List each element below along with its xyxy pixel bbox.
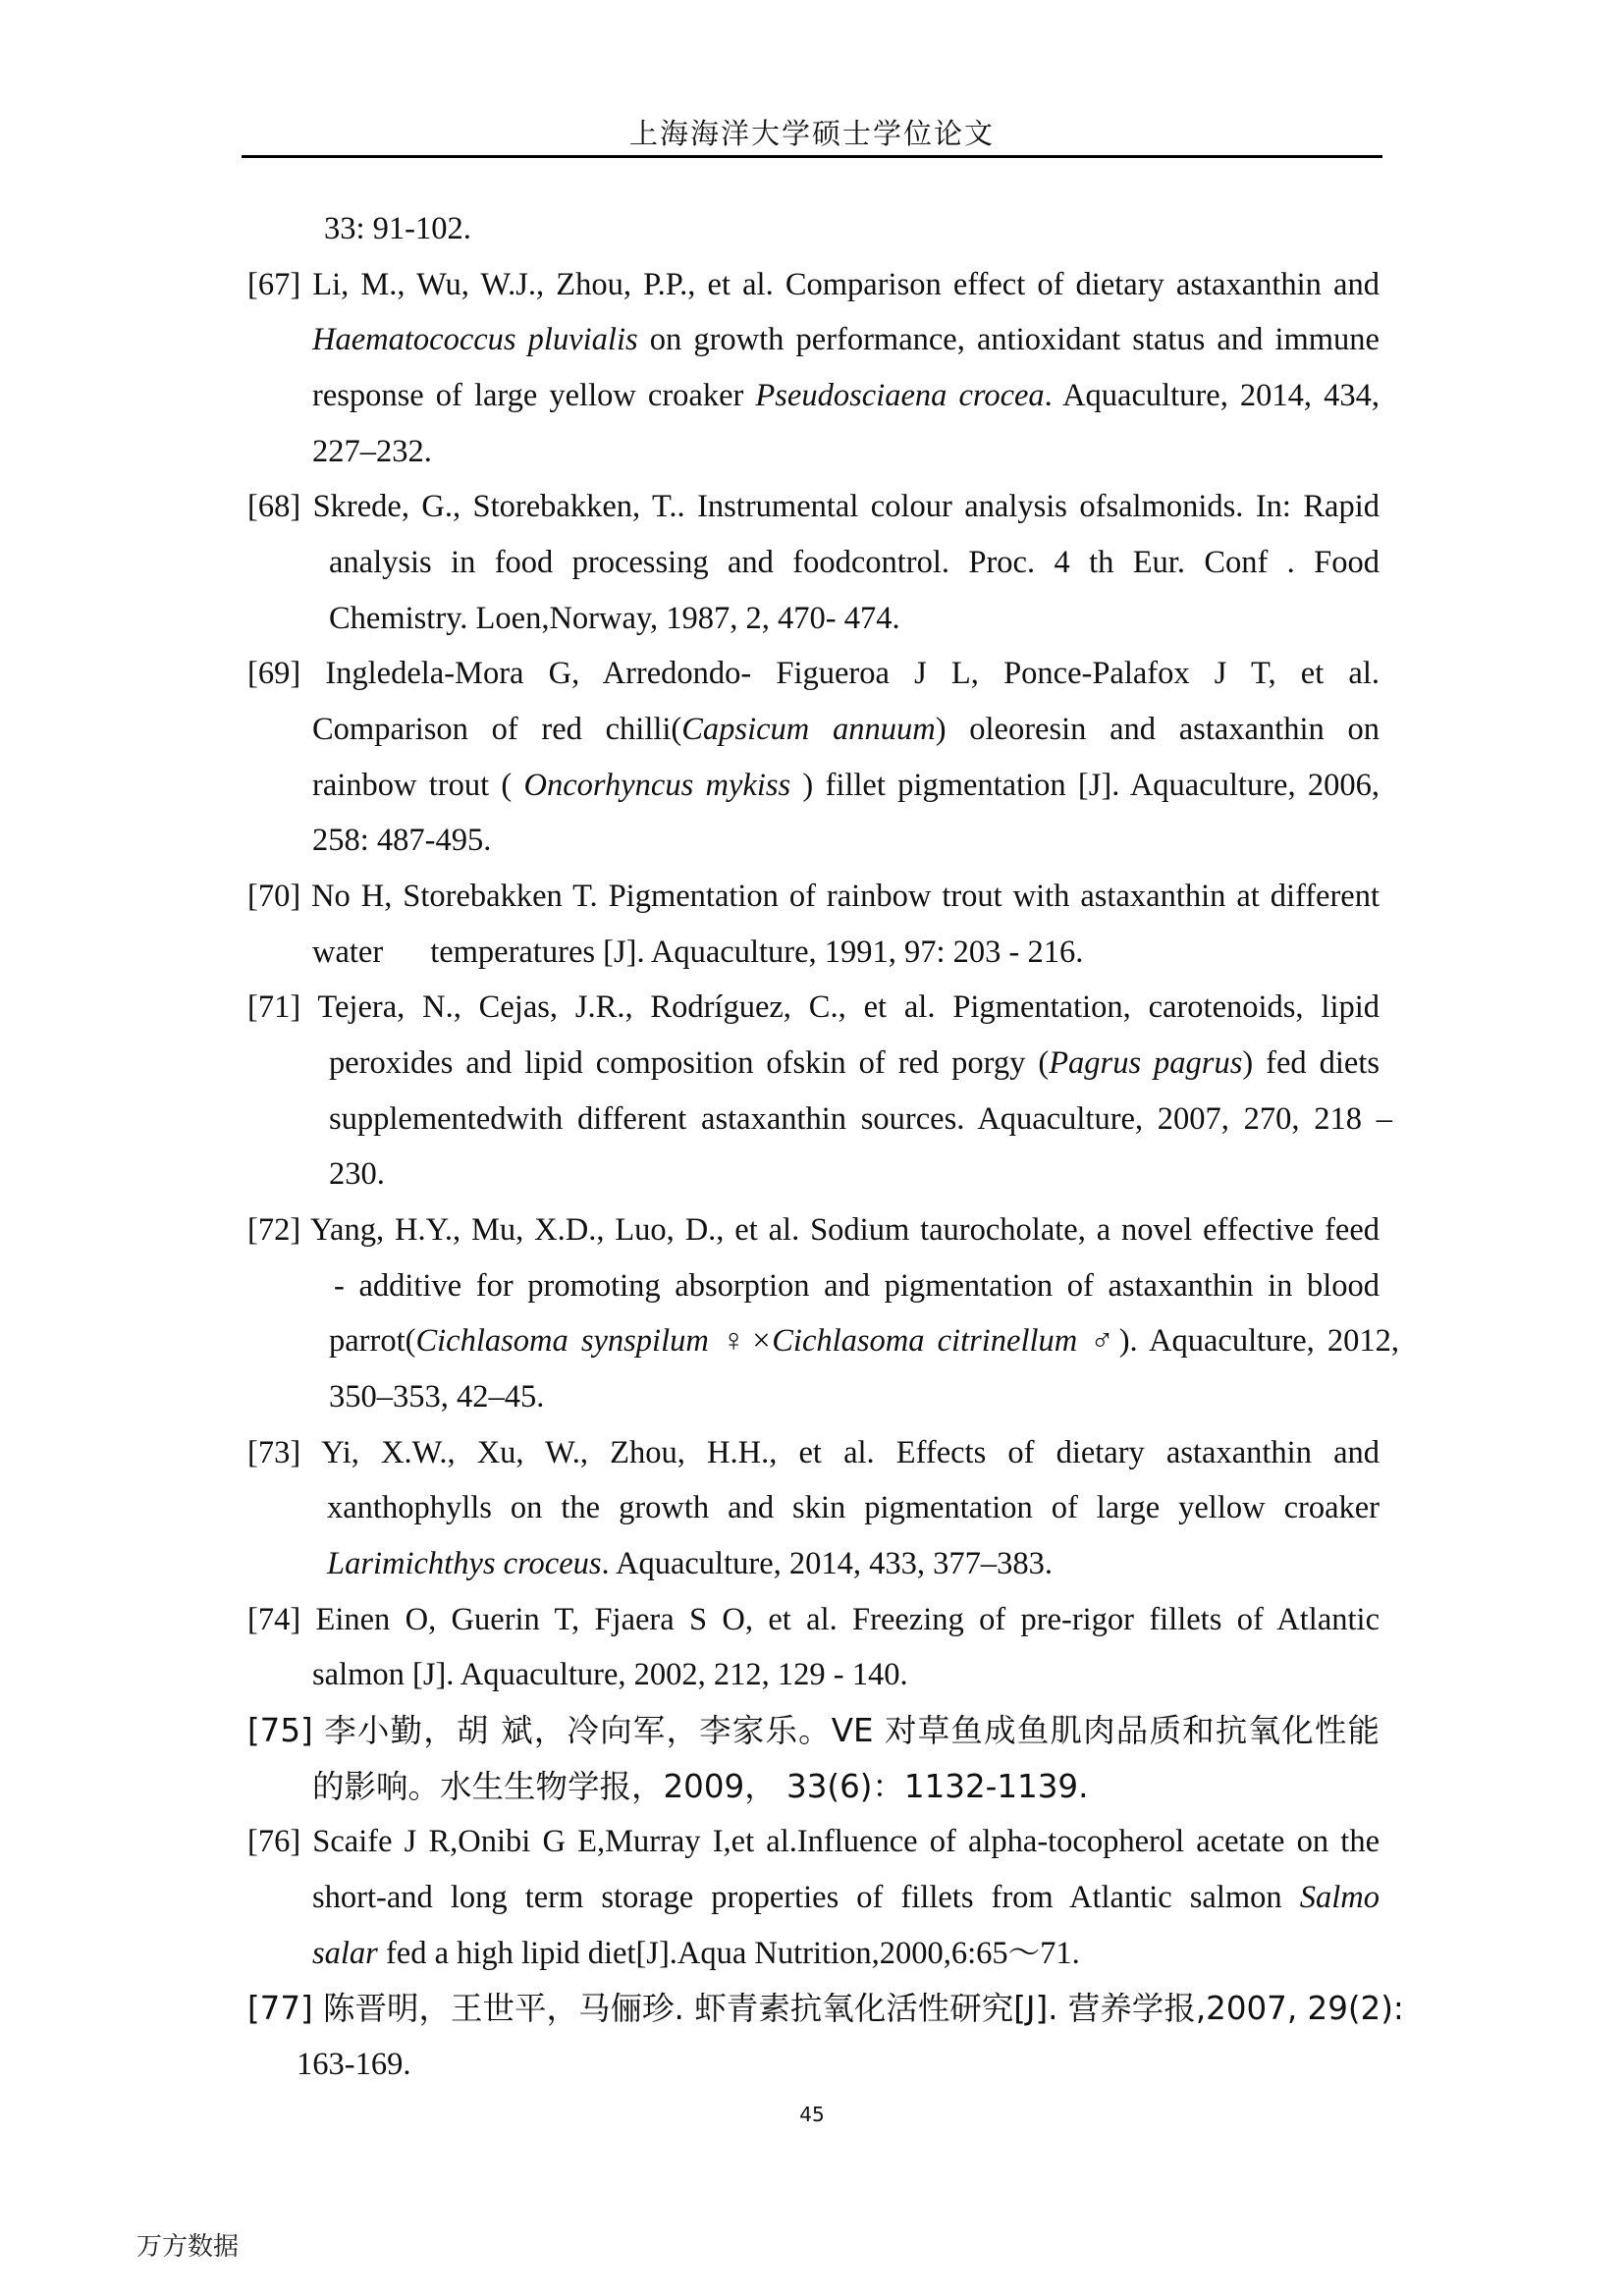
reference-line: 的影响。水生生物学报，2009， 33(6)：1132-1139. [312, 1768, 1089, 1805]
reference-line: 227–232. [312, 434, 432, 469]
species-name: Pseudosciaena crocea [755, 378, 1045, 413]
reference-text: short-and long term storage properties of fillets from Atlantic salmon [312, 1880, 1300, 1915]
reference-text: Comparison of red chilli( [312, 712, 682, 747]
reference-line: [68] Skrede, G., Storebakken, T.. Instrumental colour analysis ofsalmonids. In: Rapid [247, 489, 1380, 524]
reference-continuation: 33: 91-102. [324, 211, 471, 246]
reference-line: [72] Yang, H.Y., Mu, X.D., Luo, D., et al. Sodium taurocholate, a novel effective feed [247, 1212, 1380, 1248]
reference-line [312, 758, 1380, 814]
reference-line [312, 702, 1380, 758]
species-name: Salmo [1299, 1880, 1380, 1915]
reference-line: [77] 陈晋明，王世平，马俪珍. 虾青素抗氧化活性研究[J]. 营养学报,2007, 29(2): [247, 1990, 1404, 2027]
species-name: salar [312, 1936, 378, 1971]
reference-line: [70] No H, Storebakken T. Pigmentation of rainbow trout with astaxanthin at different [247, 879, 1380, 914]
reference-line: xanthophylls on the growth and skin pigmentation of large yellow croaker [327, 1490, 1380, 1525]
reference-line [327, 1536, 1053, 1592]
reference-line: analysis in food processing and foodcontrol. Proc. 4 th Eur. Conf . Food [329, 545, 1380, 580]
species-name: Pagrus pagrus [1049, 1045, 1243, 1081]
reference-line [312, 368, 1380, 424]
species-name: Oncorhyncus mykiss [523, 768, 791, 803]
reference-line [312, 312, 1380, 368]
species-name: Larimichthys croceus [327, 1546, 602, 1581]
reference-line: [71] Tejera, N., Cejas, J.R., Rodríguez, C., et al. Pigmentation, carotenoids, lipid [247, 989, 1380, 1025]
reference-text: temperatures [J]. Aquaculture, 1991, 97: 203 - 216. [430, 934, 1084, 970]
reference-line: [69] Ingledela-Mora G, Arredondo- Figueroa J L, Ponce-Palafox J T, et al. [247, 656, 1380, 691]
reference-text: on growth performance, antioxidant status and immune [637, 322, 1380, 357]
reference-line: Chemistry. Loen,Norway, 1987, 2, 470- 474. [329, 601, 900, 636]
reference-text: water [312, 934, 384, 970]
reference-line [312, 1870, 1380, 1926]
reference-text: ) fillet pigmentation [J]. Aquaculture, 2006, [790, 768, 1380, 803]
running-header-title: 上海海洋大学硕士学位论文 [628, 117, 995, 150]
reference-text: response of large yellow croaker [312, 378, 756, 413]
reference-line [312, 1926, 1080, 1982]
reference-line: 163-169. [297, 2047, 411, 2082]
reference-line: [74] Einen O, Guerin T, Fjaera S O, et al. Freezing of pre-rigor fillets of Atlantic [247, 1602, 1380, 1637]
reference-line [329, 1313, 1399, 1369]
reference-text: parrot( [329, 1323, 416, 1359]
reference-line: supplementedwith different astaxanthin sources. Aquaculture, 2007, 270, 218 – [329, 1101, 1392, 1137]
footer-watermark: 万方数据 [136, 2232, 240, 2262]
species-name: Capsicum annuum [681, 712, 936, 747]
reference-line: 350–353, 42–45. [329, 1379, 545, 1415]
reference-line: 258: 487-495. [312, 823, 492, 858]
reference-line: [73] Yi, X.W., Xu, W., Zhou, H.H., et al. Effects of dietary astaxanthin and [247, 1435, 1380, 1470]
reference-text: ) oleoresin and astaxanthin on [935, 712, 1380, 747]
species-name: Cichlasoma synspilum ♀×Cichlasoma citrinellum ♂ [415, 1323, 1119, 1359]
header-rule-divider [242, 155, 1382, 158]
reference-line: 230. [329, 1156, 385, 1192]
reference-line: [67] Li, M., Wu, W.J., Zhou, P.P., et al. Comparison effect of dietary astaxanthin and [247, 267, 1380, 302]
reference-text: . Aquaculture, 2014, 434, [1044, 378, 1380, 413]
reference-line: [75] 李小勤，胡 斌，冷向军，李家乐。VE 对草鱼成鱼肌肉品质和抗氧化性能 [247, 1712, 1380, 1749]
reference-line [329, 1036, 1380, 1092]
reference-text: rainbow trout ( [312, 768, 524, 803]
reference-line: ‐ additive for promoting absorption and pigmentation of astaxanthin in blood [334, 1268, 1380, 1304]
species-name: Haematococcus pluvialis [312, 322, 638, 357]
reference-line: salmon [J]. Aquaculture, 2002, 212, 129 - 140. [312, 1657, 908, 1692]
reference-text: fed a high lipid diet[J].Aqua Nutrition,2000,6:65～71. [377, 1936, 1080, 1971]
reference-line: [76] Scaife J R,Onibi G E,Murray I,et al.Influence of alpha-tocopherol acetate on the [247, 1824, 1380, 1859]
reference-line [312, 925, 1083, 981]
reference-text: ). Aquaculture, 2012, [1118, 1323, 1399, 1359]
page-number: 45 [799, 2103, 825, 2126]
reference-text: ) fed diets [1242, 1045, 1380, 1081]
reference-text: . Aquaculture, 2014, 433, 377–383. [601, 1546, 1053, 1581]
reference-text: peroxides and lipid composition ofskin of red porgy ( [329, 1045, 1050, 1081]
